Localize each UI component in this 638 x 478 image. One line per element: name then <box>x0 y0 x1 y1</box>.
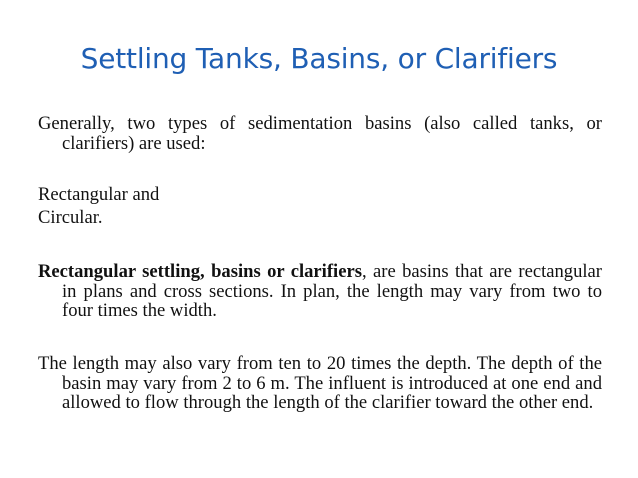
paragraph-intro-text: Generally, two types of sedimentation basins (also called tanks, or clarifiers) are used: <box>38 113 602 154</box>
paragraph-rectangular-text: Rectangular and <box>38 184 160 205</box>
slide-title: Settling Tanks, Basins, or Clarifiers <box>80 42 558 75</box>
definition-text: , are basins that are rectangular in plans and cross sections. In plan, the length may vary from two to four times the width. <box>62 261 602 321</box>
paragraph-intro <box>38 114 602 153</box>
paragraph-length-depth <box>38 354 602 413</box>
paragraph-rectangular-definition <box>38 262 602 321</box>
paragraph-length-depth-text: The length may also vary from ten to 20 times the depth. The depth of the basin may vary from 2 to 6 m. The influent is introduced at one end and allowed to flow through the length of the clarifier toward the other end. <box>38 353 602 413</box>
paragraph-rectangular-definition-text <box>38 262 602 321</box>
paragraph-rectangular <box>38 185 602 205</box>
bold-term: Rectangular settling, basins or clarifiers <box>38 261 362 282</box>
paragraph-circular <box>38 208 602 228</box>
paragraph-circular-text: Circular. <box>38 207 103 228</box>
